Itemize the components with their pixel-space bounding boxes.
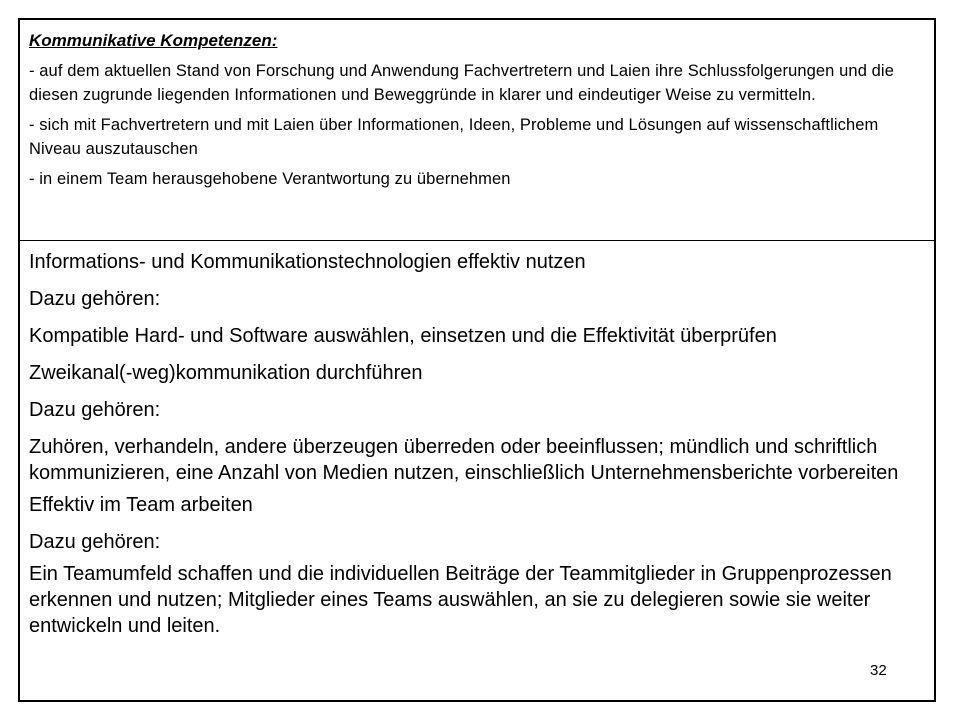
skill-subheading: Dazu gehören: <box>29 288 161 310</box>
skill-title: Informations- und Kommunikationstechnologien effektiv nutzen <box>29 251 586 273</box>
skill-subheading: Dazu gehören: <box>29 531 161 553</box>
competence-item: - auf dem aktuellen Stand von Forschung und Anwendung Fachvertretern und Laien ihre Schlussfolgerungen und die diesen zugrunde liegenden Informationen und Beweggründe in klarer und eindeutiger Weise zu vermitteln. <box>29 62 894 104</box>
skill-description: Kompatible Hard- und Software auswählen, einsetzen und die Effektivität überprüfen <box>29 325 777 347</box>
skill-description: Ein Teamumfeld schaffen und die individuellen Beiträge der Teammitglieder in Gruppenprozessen erkennen und nutzen; Mitglieder eines Teams auswählen, an sie zu delegieren sowie sie weiter entwickeln und leiten. <box>29 563 892 637</box>
section-heading: Kommunikative Kompetenzen: <box>29 31 278 50</box>
content-frame <box>18 18 936 702</box>
competence-item: - sich mit Fachvertretern und mit Laien über Informationen, Ideen, Probleme und Lösungen auf wissenschaftlichem Niveau auszutauschen <box>29 116 879 158</box>
skill-description: Zuhören, verhandeln, andere überzeugen überreden oder beeinflussen; mündlich und schriftlich kommunizieren, eine Anzahl von Medien nutzen, einschließlich Unternehmensberichte vorbereiten <box>29 436 899 484</box>
communicative-competences-section <box>20 20 934 241</box>
skill-title: Zweikanal(-weg)kommunikation durchführen <box>29 362 423 384</box>
page-number: 32 <box>870 662 887 679</box>
skill-title: Effektiv im Team arbeiten <box>29 494 253 516</box>
skills-section <box>20 241 934 650</box>
competence-item: - in einem Team herausgehobene Verantwortung zu übernehmen <box>29 170 511 188</box>
skill-subheading: Dazu gehören: <box>29 399 161 421</box>
